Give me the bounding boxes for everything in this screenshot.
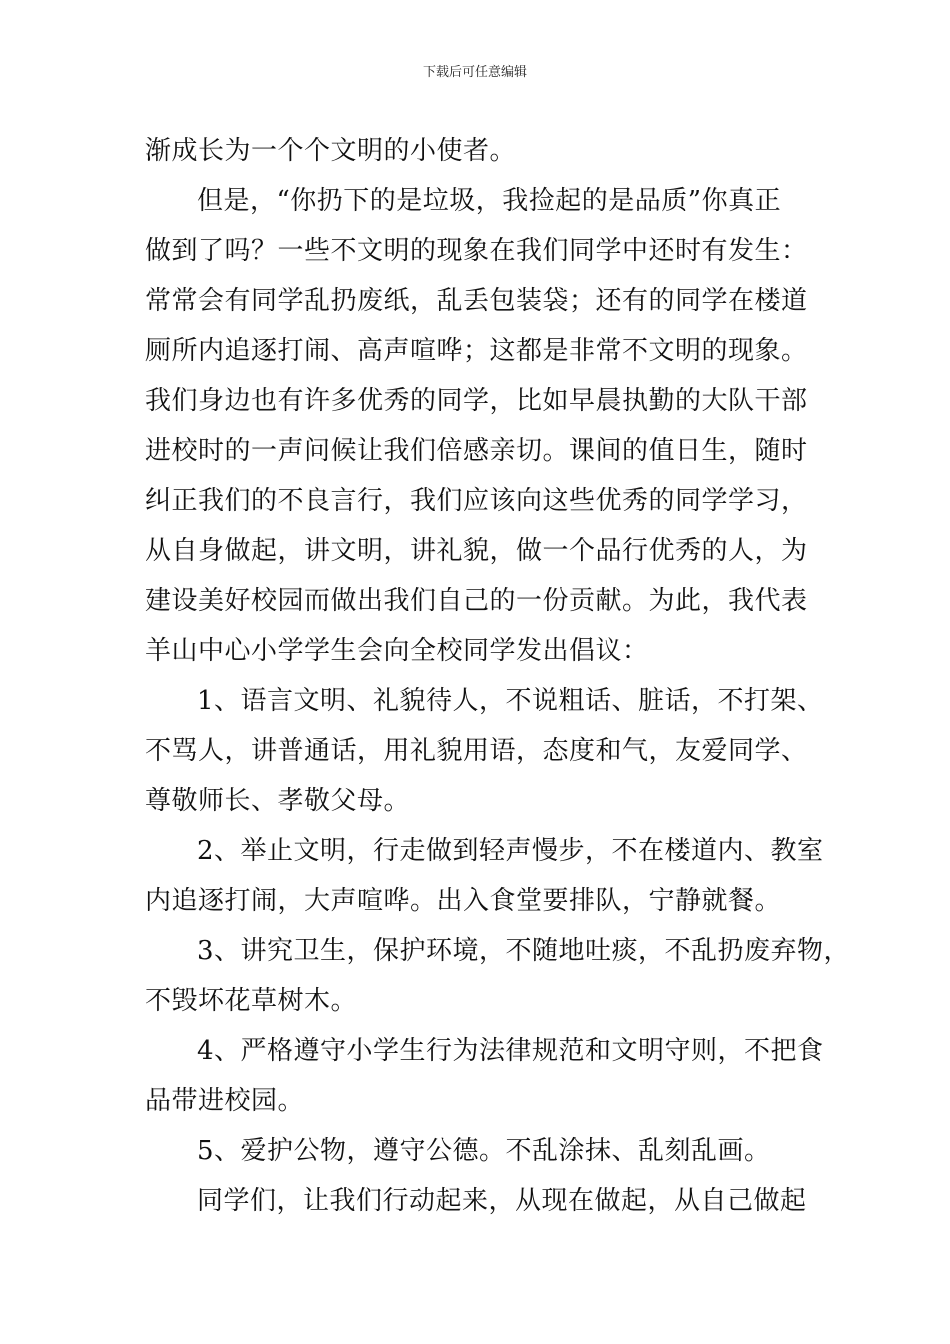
text-line: 内追逐打闹，大声喧哗。出入食堂要排队，宁静就餐。 xyxy=(145,886,782,916)
text-line: 1、语言文明、礼貌待人，不说粗话、脏话，不打架、 xyxy=(197,686,824,716)
text-line: 渐成长为一个个文明的小使者。 xyxy=(145,136,517,166)
text-line: 做到了吗？一些不文明的现象在我们同学中还时有发生： xyxy=(145,236,808,266)
text-line: 纠正我们的不良言行，我们应该向这些优秀的同学学习， xyxy=(145,486,808,516)
text-line: 建设美好校园而做出我们自己的一份贡献。为此，我代表 xyxy=(145,586,808,616)
text-line: 从自身做起，讲文明，讲礼貌，做一个品行优秀的人，为 xyxy=(145,536,808,566)
text-line: 我们身边也有许多优秀的同学，比如早晨执勤的大队干部 xyxy=(145,386,808,416)
text-line: 2、举止文明，行走做到轻声慢步，不在楼道内、教室 xyxy=(197,836,824,866)
text-line: 3、讲究卫生，保护环境，不随地吐痰，不乱扔废弃物， xyxy=(197,936,851,966)
text-line: 4、严格遵守小学生行为法律规范和文明守则，不把食 xyxy=(197,1036,824,1066)
text-line: 同学们，让我们行动起来，从现在做起，从自己做起 xyxy=(197,1186,807,1216)
text-line: 常常会有同学乱扔废纸，乱丢包装袋；还有的同学在楼道 xyxy=(145,286,808,316)
text-line: 尊敬师长、孝敬父母。 xyxy=(145,786,411,816)
text-line: 不毁坏花草树木。 xyxy=(145,986,358,1016)
header-note: 下载后可任意编辑 xyxy=(422,65,527,80)
text-line: 不骂人，讲普通话，用礼貌用语，态度和气，友爱同学、 xyxy=(145,736,808,766)
text-line: 但是，“你扔下的是垃圾，我捡起的是品质”你真正 xyxy=(197,186,782,216)
text-line: 进校时的一声问候让我们倍感亲切。课间的值日生，随时 xyxy=(145,436,808,466)
text-line: 品带进校园。 xyxy=(145,1086,305,1116)
document-body xyxy=(145,126,851,1226)
text-line: 羊山中心小学学生会向全校同学发出倡议： xyxy=(145,636,649,666)
text-line: 5、爱护公物，遵守公德。不乱涂抹、乱刻乱画。 xyxy=(197,1136,771,1166)
text-line: 厕所内追逐打闹、高声喧哗；这都是非常不文明的现象。 xyxy=(145,336,808,366)
